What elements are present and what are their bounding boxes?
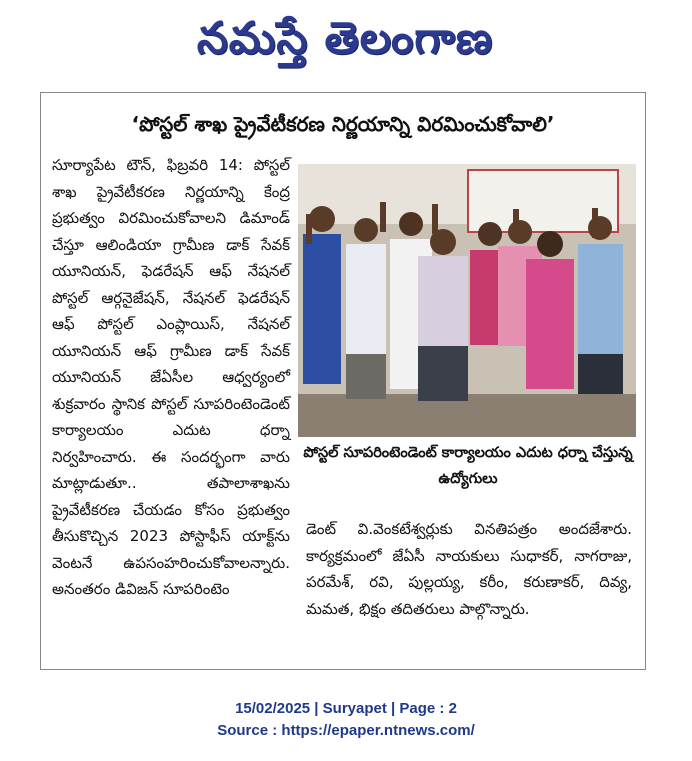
footer-date-line: 15/02/2025 | Suryapet | Page : 2 xyxy=(235,700,457,717)
article-body-right-text: డెంట్ వి.వెంకటేశ్వర్లుకు వినతిపత్రం అందజేశారు. కార్యక్రమంలో జేఏసీ నాయకులు సుధాకర్, నాగరాజు, పరమేశ్, రవి, పుల్లయ్య, కరీం, కరుణాకర్, దివ్య, మమత, భిక్షం తదితరులు పాల్గొన్నారు. xyxy=(306,520,632,618)
article-body-right-column xyxy=(306,516,632,622)
masthead-title: నమస్తే తెలంగాణ xyxy=(196,13,494,64)
article-body-left-text: సూర్యాపేట టౌన్, ఫిబ్రవరి 14: పోస్టల్ శాఖ ప్రైవేటీకరణ నిర్ణయాన్ని కేంద్ర ప్రభుత్వం విరమించుకోవాలని డిమాండ్ చేస్తూ ఆలిండియా గ్రామీణ డాక్ సేవక్ యూనియన్, ఫెడరేషన్ ఆఫ్ నేషనల్ పోస్టల్ ఆర్గనైజేషన్, నేషనల్ ఫెడరేషన్ ఆఫ్ పోస్టల్ ఎంప్లాయిస్, నేషనల్ యూనియన్ ఆఫ్ గ్రామీణ డాక్ సేవక్ యూనియన్ జేఏసీల ఆధ్వర్యంలో శుక్రవారం స్థానిక పోస్టల్ సూపరింటెండెంట్ కార్యాలయం ఎదుట ధర్నా నిర్వహించారు. ఈ సందర్భంగా వారు మాట్లాడుతూ.. తపాలాశాఖను ప్రైవేటీకరణ చేయడం కోసం ప్రభుత్వం తీసుకొచ్చిన 2023 పోస్టాఫీస్ యాక్ట్‌ను వెంటనే ఉపసంహరించుకోవాలన్నారు. అనంతరం డివిజన్ సూపరింటెం xyxy=(52,156,290,598)
protest-photo xyxy=(298,164,636,437)
article-headline: ‘పోస్టల్ శాఖ ప్రైవేటీకరణ నిర్ణయాన్ని విరమించుకోవాలి’ xyxy=(131,112,555,136)
footer-source-line: Source : https://epaper.ntnews.com/ xyxy=(217,722,475,739)
article-body-left-column xyxy=(52,152,290,603)
photo-caption: పోస్టల్ సూపరింటెండెంట్ కార్యాలయం ఎదుట ధర్నా చేస్తున్న ఉద్యోగులు xyxy=(303,445,633,487)
